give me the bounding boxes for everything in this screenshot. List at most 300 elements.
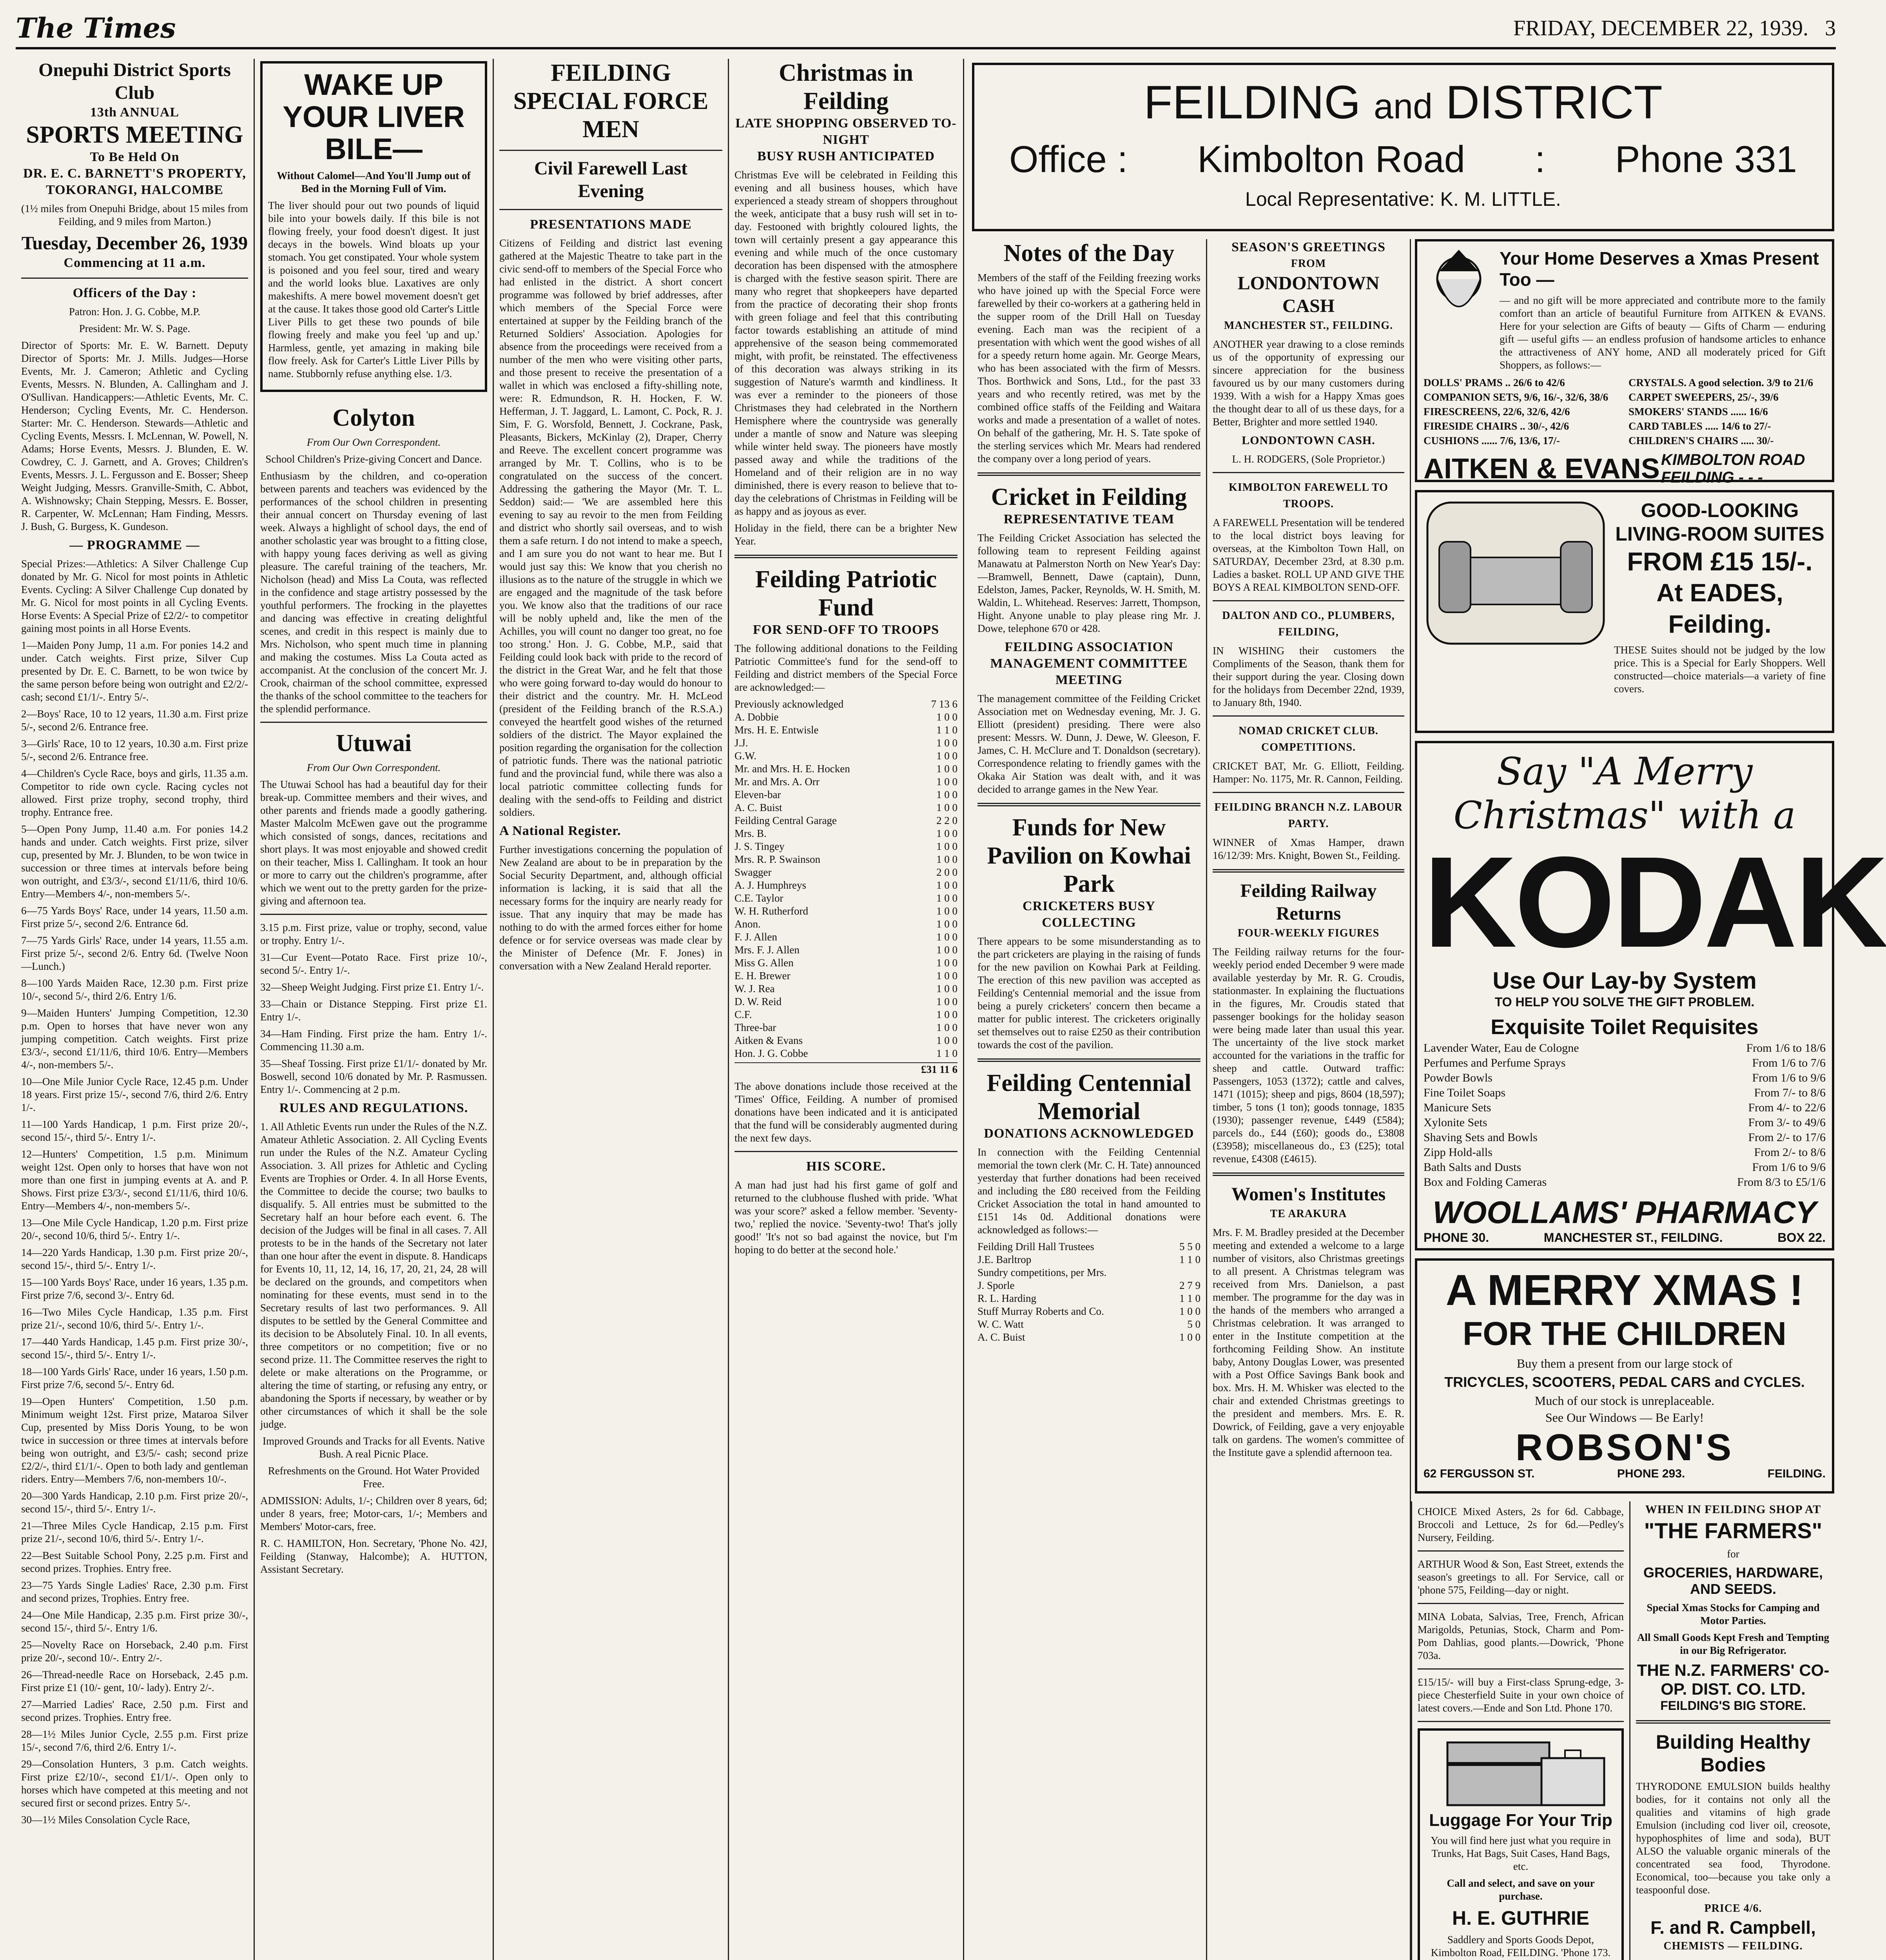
aitken-item: DOLLS' PRAMS .. 26/6 to 42/6 — [1424, 377, 1565, 388]
eades-ad — [1415, 490, 1834, 733]
toilet-price-list — [1424, 1041, 1826, 1190]
register-title: A National Register. — [499, 824, 621, 838]
donation-row-name: F. J. Allen — [734, 931, 777, 943]
donation-row — [734, 892, 958, 905]
donation-row-name: Mrs. R. P. Swainson — [734, 853, 821, 865]
sports-club-heading: Onepuhi District Sports Club — [38, 60, 231, 103]
santa-illustration — [1424, 248, 1494, 334]
column-colyton-utuwai — [255, 59, 494, 1960]
column-notes-cricket — [972, 239, 1207, 1960]
programme-event: 16—Two Miles Cycle Handicap, 1.35 p.m. First prize 21/-, second 10/6, third 5/-. Entry 1/-. — [21, 1306, 248, 1331]
programme-event: 30—1½ Miles Consolation Cycle Race, — [21, 1814, 190, 1826]
donation-row-name: Previously acknowledged — [734, 698, 844, 710]
toilet-item — [1424, 1115, 1826, 1130]
donation-row-name: Eleven-bar — [734, 789, 781, 800]
colyton-subhead: School Children's Prize-giving Concert and Dance. — [265, 453, 482, 465]
banner-title: FEILDING and DISTRICT — [1144, 76, 1663, 129]
programme-event: 32—Sheep Weight Judging. First prize £1. Entry 1/-. — [260, 981, 484, 993]
officers-body: Director of Sports: Mr. E. W. Barnett. Deputy Director of Sports: Mr. J. Mills. Judges—Horse Events, Mr. J. Cameron; Athletic and Cycling Events, Messrs. N. Blunden, A. Callingham and J. O'Sullivan. Handicappers:—Athletic Events, Mr. C. Henderson; Cycling Events, Mr. C. Henderson. Starter: Mr. C. Henderson. Stewards—Athletic and Cycling Events, Messrs. I. McLennan, W. Powell, N. Adams; Horse Events, Messrs. J. Blunden, E. W. Cowdrey, C. J. Garnett, and A. Groves; Children's Events, Messrs. J. L. Fergusson and E. Bosser; Sheep Weight Judging, Messrs. Granville-Smith, C. Abbot, A. Wishnowsky; Chain Stepping, Messrs. E. Bosser, R. Carpenter, W. McLennan; Ham Finding, Messrs. J. Bush, G. Burgess, K. Gundeson. — [21, 339, 248, 532]
programme-event: 17—440 Yards Handicap, 1.45 p.m. First prize 30/-, second 15/-, third 5/-. Entry 1/-. — [21, 1336, 248, 1361]
donation-row — [734, 956, 958, 969]
classified-divider — [1418, 1721, 1624, 1722]
donation-row-amount: 1 0 0 — [936, 802, 958, 813]
masthead — [16, 12, 1836, 49]
column-classifieds — [1411, 1501, 1630, 1960]
donation-row-amount: 2 0 0 — [936, 866, 958, 878]
robson-body-4: See Our Windows — Be Early! — [1545, 1410, 1704, 1425]
donation-row-name: D. W. Reid — [734, 996, 782, 1007]
memorial-row-amount: 1 1 0 — [1179, 1254, 1201, 1265]
aitken-address: KIMBOLTON ROAD FEILDING - - - — [1661, 451, 1805, 486]
eades-price: FROM £15 15/-. — [1627, 547, 1813, 576]
donation-row-name: W. H. Rutherford — [734, 905, 808, 917]
memorial-kicker: DONATIONS ACKNOWLEDGED — [984, 1126, 1194, 1141]
donation-row-amount: 1 0 0 — [936, 828, 958, 839]
special-force-body: Citizens of Feilding and district last evening gathered at the Majestic Theatre to take part in the civic send-off to members of the Special Force who had enlisted in the district. A short concert programme was followed by brief addresses, after which members of the Special Force were entertained at supper by the Feilding branch of the Returned Soldiers' Association. Apologies for absence from the proceedings were received from a number of the men who were visiting other parts, and those present to receive the presentation of a wallet in which was enclosed a fifty-shilling note, were: R. Edmundson, R. H. Hocken, F. W. Hefferman, J. T. Jaggard, L. Lamont, C. Pock, R. J. Sim, F. G. Worsfold, Bennett, J. Cockrane, Pask, Pleasants, Bickers, McKinlay (2), Draper, Cherry and Reeve. The excellent concert programme was arranged by Mr. T. Collins, who is to be congratulated on the success of the concert. Addressing the gathering the Mayor (Mr. T. L. Seddon) said:— 'We are assembled here this evening to say au revoir to the men from Feilding and district who shortly sail overseas, and to wish them a safe return. I do not intend to make a speech, and I am sure you do not want to hear me. But I would just say this: We know that you cherish no illusions as to the nature of the struggle in which we are engaged and the magnitude of the task before you. We know also that the traditions of our race will be nobly upheld and, like the men of the Achilles, you will count no danger too great, no foe too strong.' Hon. J. G. Cobbe, M.P., said that Feilding could look back with pride to the record of the district in the Great War, and he felt that those who were going forward to-day would do honour to their district and the country. Mr. H. McLeod (president of the Feilding branch of the R.S.A.) conveyed the heartfelt good wishes of the returned soldiers of the district. The Mayor explained the position regarding the organisation for the collection of patriotic funds. There was the national patriotic fund and the provincial fund, while there was also a local patriotic committee collecting funds for dealing with the send-offs to Feilding and district soldiers. — [499, 237, 722, 818]
programme-event: 21—Three Miles Cycle Handicap, 2.15 p.m. First prize 21/-, second 10/6, third 5/-. Entry 1/-. — [21, 1520, 248, 1544]
greetings-title: SEASON'S GREETINGS — [1231, 240, 1386, 254]
health-price: PRICE 4/6. — [1704, 1902, 1762, 1915]
programme-event: 19—Open Hunters' Competition, 1.50 p.m. Minimum weight 12st. First prize, Mataroa Silver Cup, presented by Miss Doris Young, to be won twice in succession or three times at intervals before being won outright, and £3/5/- cash; second prize £2/2/-, third £1/1/-. Open to both lady and gentleman riders. Entry—Members 7/6, non-members 10/-. — [21, 1396, 248, 1485]
column-farmers — [1630, 1501, 1836, 1960]
classified-divider — [1418, 1668, 1624, 1670]
guthrie-body: You will find here just what you require in Trunks, Hat Bags, Suit Cases, Hand Bags, etc. — [1431, 1835, 1611, 1872]
woollams-contact: PHONE 30. MANCHESTER ST., FEILDING. BOX 22. — [1424, 1230, 1826, 1245]
toilet-item — [1424, 1056, 1826, 1071]
donation-row-amount: 1 0 0 — [936, 840, 958, 852]
programme-event: 27—Married Ladies' Race, 2.50 p.m. First and second prizes. Trophies. Entry free. — [21, 1699, 248, 1723]
greetings-shop: LONDONTOWN CASH — [1237, 273, 1380, 316]
memorial-row — [977, 1318, 1201, 1331]
secretary-note: R. C. HAMILTON, Hon. Secretary, 'Phone No. 42J, Feilding (Stanway, Halcombe); A. HUTTON, Assistant Secretary. — [260, 1537, 487, 1575]
toilet-item-price: From 2/- to 17/6 — [1748, 1131, 1826, 1144]
column-sports-meeting — [16, 59, 255, 1960]
programme-event: 31—Cur Event—Potato Race. First prize 10/-, second 5/-. Entry 1/-. — [260, 951, 487, 976]
donation-row-amount: 1 0 0 — [936, 905, 958, 917]
donation-row-name: A. J. Humphreys — [734, 879, 806, 891]
donation-row — [734, 866, 958, 879]
pavilion-body: There appears to be some misunderstanding as to the part cricketers are playing in the raising of funds for the new pavilion on Kowhai Park at Feilding. The erection of this new pavilion was accepted as Feilding's Centennial memorial and the issue from being a purely cricketers' concern then became a matter for public interest. The cricketers originally set themselves out to raise £250 as their contribution towards the cost of the pavilion. — [977, 935, 1201, 1051]
donation-row — [734, 827, 958, 840]
sports-meeting-title: SPORTS MEETING — [26, 122, 243, 148]
classified-divider — [1418, 1603, 1624, 1604]
toilet-item — [1424, 1085, 1826, 1100]
kodak-woollams-ad — [1415, 741, 1886, 1250]
memorial-row-name: A. C. Buist — [977, 1331, 1025, 1343]
register-body: Further investigations concerning the population of New Zealand are about to be in preparation by the Social Security Department, and, although official information is lacking, it is said that all the necessary forms for the inquiry are nearly ready for issue. That any inquiry that may be made has nothing to do with the armed forces either for home defence or for service overseas was made clear by the Minister of Defence (Mr. F. Jones) in conversation with a New Zealand Herald reporter. — [499, 844, 722, 972]
memorial-row — [977, 1292, 1201, 1305]
donation-row — [734, 1047, 958, 1060]
donation-row-name: Mr. and Mrs. H. E. Hocken — [734, 763, 850, 775]
aitken-name: AITKEN & EVANS — [1424, 453, 1660, 485]
programme-event: 8—100 Yards Maiden Race, 12.30 p.m. First prize 10/-, second 5/-, third 2/6. Entry 1/6. — [21, 977, 248, 1002]
donation-row-amount: 1 0 0 — [936, 853, 958, 865]
officers-title: Officers of the Day : — [73, 286, 197, 300]
toilet-title: Exquisite Toilet Requisites — [1491, 1015, 1759, 1039]
assoc-body: The management committee of the Feilding Cricket Association met on Wednesday evening, Mr. J. G. Elliott (president) presiding. There were also present: Messrs. W. Dunn, J. Dewe, W. Gleeson, F. James, C. H. McClure and T. Donaldson (secretary). Correspondence relating to friendly games with the Okaka Air Station was dealt with, and it was decided to arrange games in the New Year. — [977, 693, 1201, 795]
toilet-item-price: From 8/3 to £5/1/6 — [1737, 1176, 1826, 1189]
farmers-line-1: WHEN IN FEILDING SHOP AT — [1645, 1503, 1821, 1516]
donation-row — [734, 969, 958, 982]
donation-row-amount: 1 0 0 — [936, 1022, 958, 1033]
patriotic-fund-kicker: FOR SEND-OFF TO TROOPS — [753, 622, 939, 637]
newspaper-title: The Times — [16, 12, 176, 44]
health-sub: CHEMISTS — FEILDING. — [1663, 1940, 1803, 1952]
programme-event: 13—One Mile Cycle Handicap, 1.20 p.m. First prize 20/-, second 10/6, third 5/-. Entry 1/-. — [21, 1217, 248, 1241]
sports-to-be-held: To Be Held On — [90, 150, 180, 164]
wi-kicker: TE ARAKURA — [1270, 1208, 1347, 1220]
toilet-item — [1424, 1175, 1826, 1190]
farmers-line-3: for — [1727, 1548, 1739, 1560]
programme-event: 34—Ham Finding. First prize the ham. Entry 1/-. Commencing 11.30 a.m. — [260, 1028, 487, 1053]
programme-event: 28—1½ Miles Junior Cycle, 2.55 p.m. First prize 15/-, second 7/6, third 2/6. Entry 1/-. — [21, 1728, 248, 1753]
his-score-body: A man had just had his first game of golf and returned to the clubhouse flushed with pride. 'What was your score?' asked a fellow member. 'Seventy-two,' replied the novice. 'Seventy-two! That's jolly good!' 'It's not so bad against the novice, but I'm hoping to do better at the second hole.' — [734, 1179, 958, 1256]
toilet-item — [1424, 1130, 1826, 1145]
donation-row-name: J.J. — [734, 737, 748, 749]
programme-event: 29—Consolation Hunters, 3 p.m. Catch weights. First prize £2/10/-, second £1/1/-. Open only to horses which have competed at this meeting and not secured first or second prizes. Entry 5/-. — [21, 1758, 248, 1809]
railway-title: Feilding Railway Returns — [1240, 880, 1377, 924]
aitken-item: COMPANION SETS, 9/6, 16/-, 32/6, 38/6 — [1424, 391, 1609, 403]
aitken-item: CRYSTALS. A good selection. 3/9 to 21/6 — [1628, 377, 1813, 388]
robson-name: ROBSON'S — [1515, 1426, 1734, 1468]
programme-event: 3.15 p.m. First prize, value or trophy, second, value or trophy. Entry 1/-. — [260, 922, 487, 946]
toilet-item-name: Fine Toilet Soaps — [1424, 1086, 1506, 1099]
toilet-item-name: Lavender Water, Eau de Cologne — [1424, 1042, 1579, 1054]
farmers-line-5: Special Xmas Stocks for Camping and Motor Parties. — [1647, 1602, 1820, 1626]
luggage-illustration — [1424, 1735, 1628, 1809]
programme-event: 20—300 Yards Handicap, 2.10 p.m. First prize 20/-, second 15/-, third 5/-. Entry 1/-. — [21, 1490, 248, 1515]
christmas-title: Christmas in Feilding — [779, 60, 913, 114]
sports-start-time: Commencing at 11 a.m. — [63, 256, 206, 270]
memorial-row — [977, 1253, 1201, 1266]
donation-row-name: W. J. Rea — [734, 983, 775, 995]
robson-title-1: A MERRY XMAS ! — [1445, 1266, 1804, 1314]
toilet-item-price: From 7/- to 8/6 — [1754, 1086, 1826, 1099]
donation-row — [734, 711, 958, 724]
donation-row — [734, 1034, 958, 1047]
special-force-subtitle: Civil Farewell Last Evening — [534, 158, 688, 201]
rules-title: RULES AND REGULATIONS. — [279, 1101, 468, 1115]
toilet-item-name: Box and Folding Cameras — [1424, 1176, 1547, 1189]
aitken-body: — and no gift will be more appreciated and contribute more to the family comfort than an article of beautiful Furniture from AITKEN & EVANS. Here for your selection are Gifts of beauty — Gifts of Charm — enduring gift — useful gifts — an endless profusion of handsome articles to enhance the attractiveness of ANY home, AND all moderately priced for Gift Shoppers, as follows:— — [1500, 294, 1826, 371]
banner-representative: Local Representative: K. M. LITTLE. — [1245, 188, 1561, 210]
notes-title: Notes of the Day — [1003, 240, 1175, 267]
programme-event: 5—Open Pony Jump, 11.40 a.m. For ponies 14.2 hands and under. Catch weights. First prize, silver cup, presented by Mr. J. Blunden, to be won twice in succession or three times at intervals before being won outright, and £3/3/-, second £1/11/6, third 10/6. Entry—Members 4/-, non-members 5/-. — [21, 823, 248, 900]
greetings-sign: LONDONTOWN CASH. — [1242, 434, 1375, 447]
refreshments-note: Refreshments on the Ground. Hot Water Provided Free. — [268, 1465, 480, 1490]
guthrie-call: Call and select, and save on your purchase. — [1447, 1877, 1595, 1902]
memorial-row-amount: 1 1 0 — [1179, 1292, 1201, 1304]
toilet-item — [1424, 1041, 1826, 1056]
donation-row-amount: 1 0 0 — [936, 879, 958, 891]
railway-kicker: FOUR-WEEKLY FIGURES — [1237, 927, 1380, 939]
toilet-item — [1424, 1071, 1826, 1085]
donation-row-name: A. C. Buist — [734, 802, 782, 813]
programme-event: 24—One Mile Handicap, 2.35 p.m. First prize 30/-, second 15/-, third 5/-. Entry 1/6. — [21, 1609, 248, 1634]
aitken-item: CUSHIONS ...... 7/6, 13/6, 17/- — [1424, 435, 1560, 446]
aitken-title: Your Home Deserves a Xmas Present Too — — [1500, 248, 1819, 290]
programme-event: 33—Chain or Distance Stepping. First prize £1. Entry 1/-. — [260, 998, 487, 1023]
toilet-item-price: From 4/- to 22/6 — [1748, 1101, 1826, 1114]
patriotic-fund-title: Feilding Patriotic Fund — [755, 566, 937, 621]
railway-body: The Feilding railway returns for the four-weekly period ended December 9 were made available yesterday by Mr. R. G. Croudis, stationmaster. In explaining the fluctuations in the figures, Mr. Croudis stated that passenger bookings for the holiday season were being made later than usual this year. The uncertainty of the live stock market accounted for the variations in the traffic for sheep and cattle. Outward traffic: Passengers, 1053 (1372); cattle and calves, 1471 (1015); sheep and pigs, 8604 (18,597); timber, 5 tons (1 ton); goods tonnage, 1835 (1930); passenger revenue, £449 (£584); parcels do., £44 (£60); goods do., £3808 (£3958); miscellaneous do., £3 (£25); total revenue, £4308 (£4615). — [1213, 946, 1404, 1165]
donation-row-name: E. H. Brewer — [734, 970, 791, 982]
kodak-wordmark: KODAK — [1424, 829, 1886, 974]
toilet-item-name: Bath Salts and Dusts — [1424, 1161, 1521, 1174]
admission-note: ADMISSION: Adults, 1/-; Children over 8 years, 6d; under 8 years, free; Motor-cars, 1/-; Members and Members' Motor-cars, free. — [260, 1495, 487, 1532]
donation-row — [734, 750, 958, 762]
donation-row-amount: 1 1 0 — [936, 1047, 958, 1059]
aitken-item: CARPET SWEEPERS, 25/-, 39/6 — [1628, 391, 1779, 403]
donation-row — [734, 879, 958, 892]
memorial-row-amount: 5 5 0 — [1179, 1241, 1201, 1252]
donation-row-amount: 1 0 0 — [936, 711, 958, 723]
programme-event: 7—75 Yards Girls' Race, under 14 years, 11.55 a.m. First prize 5/-, second 2/6. Entry 6d. (Twelve Noon—Lunch.) — [21, 935, 248, 972]
donation-row-amount: 1 0 0 — [936, 970, 958, 982]
donation-row — [734, 724, 958, 737]
donation-row-name: Feilding Central Garage — [734, 815, 837, 826]
wi-body: Mrs. F. M. Bradley presided at the December meeting and extended a welcome to a large number of visitors, also Christmas greetings to all present. A Christmas telegram was received from Mrs. Danielson, a past member. The programme for the day was in the hands of the members who arranged a Christmas celebration. It was arranged to enter in the Institute competition at the forthcoming Feilding Show. An institute baby, Antony Douglas Lower, was presented with a Post Office Savings Bank book and box. Mrs. H. M. Whisker was elected to the chair and extended Christmas greetings to the president and members. Mrs. E. R. Dowrick, of Feilding, gave a very enjoyable talk on gardens. The women's committee of the Institute gave a splendid afternoon tea. — [1213, 1227, 1404, 1458]
programme-event: 25—Novelty Race on Horseback, 2.40 p.m. First prize 20/-, second 10/-. Entry 2/-. — [21, 1639, 248, 1664]
liver-ad-body: The liver should pour out two pounds of liquid bile into your bowels daily. If this bile is not flowing freely, your food doesn't digest. It just decays in the bowels. Wind bloats up your stomach. You get constipated. Your whole system is poisoned and you feel sour, tired and weary and the world looks blue. Laxatives are only makeshifts. A mere bowel movement doesn't get at the cause. It takes those good old Carter's Little Liver Pills to get these two pounds of bile flowing freely and make you feel 'up and up.' Harmless, gentle, yet amazing in making bile flow freely. Ask for Carter's Little Liver Pills by name. Stubbornly refuse anything else. 1/3. — [268, 200, 479, 379]
dalton-title: DALTON AND CO., PLUMBERS, FEILDING, — [1222, 610, 1395, 638]
woollams-name: WOOLLAMS' PHARMACY — [1433, 1195, 1817, 1230]
toilet-item — [1424, 1145, 1826, 1160]
greetings-body: ANOTHER year drawing to a close reminds us of the opportunity of expressing our sincere appreciation for the business favoured us by our many customers during 1939. With a wish for a Happy Xmas goes the thought dear to all of us these days, for a Better, Brighter and more settled 1940. — [1213, 338, 1404, 428]
aitken-evans-ad — [1415, 239, 1834, 486]
utuwai-body: The Utuwai School has had a beautiful day for their break-up. Committee members and their wives, and other parents and friends made a goodly gathering. Master Malcolm McEwen gave out the programme which consisted of songs, dances, recitations and short plays. It was most enjoyable and showed credit on their teacher, Miss I. Callingham. It took an hour or more to carry out the children's programme, after which we went out to the pretty garden for the prize-giving and afternoon tea. — [260, 779, 487, 907]
donation-row-amount: 1 0 0 — [936, 983, 958, 995]
programme-title: — PROGRAMME — — [69, 538, 200, 552]
memorial-row-name: Stuff Murray Roberts and Co. — [977, 1305, 1104, 1317]
christmas-body: Christmas Eve will be celebrated in Feilding this evening and all business houses, which have experienced a steady stream of shoppers throughout the week, anticipate that a busy rush will set in to-day. Festooned with brightly coloured lights, the town will certainly present a gay appearance this evening and while much of the once customary decoration has been dispensed with the atmosphere is charged with the festive season spirit. There are many who regret that shopkeepers have departed from the practice of decorating their shop fronts with green foliage and feel that this contributing factor towards establishing an attitude of mind apprehensive of the season being commemorated might, with profit, be reinstated. The effectiveness of this decoration was always striking in its suggestion of Nature's warmth and kindliness. It was ever a reminder to the pioneers of those Christmases they had celebrated in the Northern Hemisphere where the countryside was generally under a mantle of snow and Nature was sleeping while winter held sway. The pioneers have mostly passed away and while the traditions of the Homeland and of their religion are in no way diminished, there is every reason to believe that to-day the celebrations of Christmas in Feilding will be as happy and as joyous as ever. — [734, 169, 958, 517]
assoc-title: FEILDING ASSOCIATION — [1005, 640, 1173, 654]
classified-ad: CHOICE Mixed Asters, 2s for 6d. Cabbage, Broccoli and Lettuce, 2s for 6d.—Pedley's Nursery, Feilding. — [1418, 1506, 1624, 1543]
donation-row-amount: 1 0 0 — [936, 789, 958, 800]
toilet-item-name: Zipp Hold-alls — [1424, 1146, 1492, 1159]
memorial-row — [977, 1331, 1201, 1344]
programme-event: 6—75 Yards Boys' Race, under 14 years, 11.50 a.m. First prize 5/-, second 2/6. Entrance 6d. — [21, 905, 248, 929]
labour-body: WINNER of Xmas Hamper, drawn 16/12/39: Mrs. Knight, Bowen St., Feilding. — [1213, 837, 1404, 861]
donation-row-amount: 1 0 0 — [936, 763, 958, 775]
nomad-body: CRICKET BAT, Mr. G. Elliott, Feilding. Hamper: No. 1175, Mr. R. Cannon, Feilding. — [1213, 760, 1404, 785]
officers-patron: Patron: Hon. J. G. Cobbe, M.P. — [69, 306, 201, 318]
donation-row-amount: 1 1 0 — [936, 724, 958, 736]
toilet-item-price: From 2/- to 8/6 — [1754, 1146, 1826, 1159]
programme-event: 23—75 Yards Single Ladies' Race, 2.30 p.m. First and second prizes, Trophies. Entry free. — [21, 1579, 248, 1604]
nomad-title: NOMAD CRICKET CLUB. COMPETITIONS. — [1239, 725, 1378, 753]
guthrie-name: H. E. GUTHRIE — [1452, 1907, 1590, 1929]
kimbolton-body: A FAREWELL Presentation will be tendered to the local district boys leaving for overseas, at the Kimbolton Town Hall, on SATURDAY, December 23rd, at 8.30 p.m. Ladies a basket. ROLL UP AND GIVE THE BOYS A REAL KIMBOLTON SEND-OFF. — [1213, 517, 1404, 593]
donation-row-name: C.E. Taylor — [734, 892, 783, 904]
sports-sub-annual: 13th ANNUAL — [90, 105, 180, 120]
programme-event: 35—Sheaf Tossing. First prize £1/1/- donated by Mr. Boswell, second 10/6 donated by Mr. P. Rasmussen. Entry 1/-. Commencing at 2 p.m. — [260, 1058, 487, 1095]
column-special-force — [494, 59, 729, 1960]
donation-row-name: Mrs. F. J. Allen — [734, 944, 800, 956]
labour-title: FEILDING BRANCH N.Z. LABOUR PARTY. — [1214, 801, 1403, 830]
donation-row-amount: 1 0 0 — [936, 737, 958, 749]
donation-row-name: Three-bar — [734, 1022, 776, 1033]
donation-row-name: C.F. — [734, 1009, 752, 1020]
memorial-row-amount: 2 7 9 — [1179, 1279, 1201, 1291]
donation-row-name: Miss G. Allen — [734, 957, 794, 969]
notes-body: Members of the staff of the Feilding freezing works who have joined up with the Special Force were farewelled by their co-workers at a gathering held in the supper room of the Drill Hall on Tuesday evening. Each man was the recipient of a presentation with which went the good wishes of all for a speedy return home again. Mr. George Mears, who has been associated with the firm of Messrs. Thos. Borthwick and Sons, Ltd., for the past 33 years and who recently retired, was met by the combined office staffs of the Feilding and Waitara works and made a presentation of a wallet of notes. On behalf of the gathering, Mr. H. S. Tate spoke of the sterling services which Mr. Mears had rendered the company over a long period of years. — [977, 272, 1201, 465]
assoc-kicker: MANAGEMENT COMMITTEE MEETING — [990, 656, 1188, 687]
liver-ad-title: WAKE UP YOUR LIVER BILE— — [283, 68, 465, 166]
farmers-line-7: THE N.Z. FARMERS' CO-OP. DIST. CO. LTD. — [1637, 1661, 1830, 1698]
feilding-district-banner — [972, 63, 1834, 231]
donation-row-amount: 1 0 0 — [936, 996, 958, 1007]
memorial-row — [977, 1266, 1201, 1279]
officers-president: President: Mr. W. S. Page. — [79, 323, 190, 334]
aitken-item: CHILDREN'S CHAIRS ..... 30/- — [1628, 435, 1774, 446]
memorial-body: In connection with the Feilding Centennial memorial the town clerk (Mr. C. H. Tate) announced yesterday that further donations had been received and including the £80 received from the Feilding Cricket Association the total in hand amounted to £151 14s 0d. Additional donations were acknowledged as follows:— — [977, 1146, 1201, 1236]
robson-body-2: TRICYCLES, SCOOTERS, PEDAL CARS and CYCLES. — [1444, 1374, 1805, 1390]
donation-row-name: A. Dobbie — [734, 711, 779, 723]
kodak-script: Say "A Merry Christmas" with a — [1453, 750, 1796, 837]
pavilion-title: Funds for New Pavilion on Kowhai Park — [987, 814, 1191, 897]
classified-ad: MINA Lobata, Salvias, Tree, French, African Marigolds, Petunias, Stock, Charm and Pom-Pom Dahlias, good plants.—Dowrick, 'Phone 703a. — [1418, 1611, 1624, 1661]
donation-row — [734, 814, 958, 827]
programme-event: 15—100 Yards Boys' Race, under 16 years, 1.35 p.m. First prize 7/6, second 3/-. Entry 6d. — [21, 1276, 248, 1301]
eades-title: GOOD-LOOKING LIVING-ROOM SUITES — [1615, 499, 1824, 545]
sports-date: Tuesday, December 26, 1939 — [21, 233, 248, 254]
donation-row — [734, 1008, 958, 1021]
christmas-kicker-2: BUSY RUSH ANTICIPATED — [757, 149, 935, 163]
farmers-line-8: FEILDING'S BIG STORE. — [1660, 1699, 1806, 1713]
liver-ad-sub: Without Calomel—And You'll Jump out of Bed in the Morning Full of Vim. — [277, 170, 471, 194]
toilet-item-price: From 1/6 to 7/6 — [1752, 1056, 1826, 1069]
donations-total: £31 11 6 — [734, 1062, 958, 1076]
classified-ad: £15/15/- will buy a First-class Sprung-edge, 3-piece Chesterfield Suite in your own choice of latest covers.—Ende and Son Ltd. Phone 170. — [1418, 1676, 1624, 1714]
column-notices — [1207, 239, 1411, 1960]
health-name: F. and R. Campbell, — [1650, 1917, 1816, 1938]
donation-row — [734, 1021, 958, 1034]
health-title: Building Healthy Bodies — [1656, 1731, 1811, 1776]
robsons-ad — [1415, 1258, 1834, 1494]
donation-row — [734, 788, 958, 801]
donation-row-amount: 1 0 0 — [936, 1034, 958, 1046]
memorial-row — [977, 1305, 1201, 1318]
programme-event: 2—Boys' Race, 10 to 12 years, 11.30 a.m. First prize 5/-, second 2/6. Entrance free. — [21, 708, 248, 733]
donation-row — [734, 931, 958, 944]
eades-body: THESE Suites should not be judged by the low price. This is a Special for Early Shoppers. Well constructed—choice materials—a variety of fine covers. — [1614, 644, 1826, 695]
donation-row-name: Aitken & Evans — [734, 1034, 803, 1046]
rules-body: 1. All Athletic Events run under the Rules of the N.Z. Amateur Athletic Association. 2. All Cycling Events run under the Rules of the N.Z. Amateur Cycling Association. 3. All prizes for Athletic and Cycling Events are Trophies or Order. 4. In all Horse Events, the Committee to decide the course; two baulks to disqualify. 5. All entries must be submitted to the Secretary half an hour before each event. 6. The decision of the Judges will be final in all cases. 7. All protests to be in the hands of the Secretary not later than one hour after the event in dispute. 8. Handicaps for Events 10, 11, 12, 14, 16, 17, 20, 21, 24, 28 will be declared on the grounds, and competitors when nominating for these events, must send in to the Secretary results of last two performances. 9. All disputes to be settled by the General Committee and its decision to be Absolutely Final. 10. In all events, three competitors or no competition; five or no second prize. 11. The Committee reserves the right to delete or make alterations on the Programme, or altering the time of starting, or refusing any entry, or abandoning the Sports if necessary, by weather or by other circumstances of which it shall be the sole judge. — [260, 1121, 487, 1430]
aitken-price-list — [1424, 376, 1826, 448]
cricket-body: The Feilding Cricket Association has selected the following team to represent Feilding against Manawatu at Palmerston North on New Year's Day:—Bramwell, Bennett, Dawe (captain), Dunn, Edelston, James, Packer, Reynolds, W. H. Smith, M. Waldin, L. Whitehead. Reserves: Jarrett, Thompson, Hight. Anyone unable to play please ring Mr. J. Dowe, telephone 670 or 428. — [977, 532, 1201, 634]
toilet-item-name: Perfumes and Perfume Sprays — [1424, 1056, 1566, 1069]
suite-illustration — [1424, 499, 1608, 648]
programme-event: 26—Thread-needle Race on Horseback, 2.45 p.m. First prize £1 (10/- gent, 10/- lady). Entry 2/-. — [21, 1669, 248, 1693]
donation-row — [734, 762, 958, 775]
memorial-row-amount: 5 0 — [1187, 1318, 1201, 1330]
sports-directions: (1½ miles from Onepuhi Bridge, about 15 miles from Feilding, and 9 miles from Marton.) — [21, 203, 248, 227]
his-score-title: HIS SCORE. — [806, 1159, 886, 1174]
special-force-title: FEILDING SPECIAL FORCE MEN — [513, 60, 709, 143]
toilet-item-name: Xylonite Sets — [1424, 1116, 1487, 1129]
donation-row — [734, 905, 958, 918]
issue-date: FRIDAY, DECEMBER 22, 1939. 3 — [1513, 16, 1836, 40]
donation-row-amount: 1 0 0 — [936, 931, 958, 943]
memorial-row — [977, 1279, 1201, 1292]
toilet-item-name: Powder Bowls — [1424, 1071, 1492, 1084]
memorial-row-name: Sundry competitions, per Mrs. — [977, 1267, 1107, 1278]
page-number: 3 — [1825, 16, 1836, 40]
programme-event: 4—Children's Cycle Race, boys and girls, 11.35 a.m. Competitor to ride own cycle. Racing cycles not allowed. First prize trophy, second trophy, third trophy. Entrance free. — [21, 768, 248, 818]
donation-row — [734, 995, 958, 1008]
farmers-line-4: GROCERIES, HARDWARE, AND SEEDS. — [1643, 1564, 1823, 1597]
donation-row-amount: 1 0 0 — [936, 944, 958, 956]
dalton-body: IN WISHING their customers the Compliments of the Season, thank them for their support during the year. Closing down for the holidays from December 22nd, 1939, to January 8th, 1940. — [1213, 645, 1404, 708]
guthrie-address: Saddlery and Sports Goods Depot, Kimbolton Road, FEILDING. 'Phone 173. — [1431, 1934, 1611, 1958]
cricket-kicker: REPRESENTATIVE TEAM — [1003, 512, 1175, 526]
robson-body-3: Much of our stock is unreplaceable. — [1534, 1394, 1715, 1408]
aitken-item: FIRESIDE CHAIRS .. 30/-, 42/6 — [1424, 420, 1569, 432]
memorial-row-amount: 1 0 0 — [1179, 1331, 1201, 1343]
donation-row — [734, 737, 958, 750]
donation-row-name: Hon. J. G. Cobbe — [734, 1047, 808, 1059]
donation-row — [734, 840, 958, 853]
greetings-proprietor: L. H. RODGERS, (Sole Proprietor.) — [1232, 453, 1385, 465]
grounds-note: Improved Grounds and Tracks for all Events. Native Bush. A real Picnic Place. — [263, 1435, 485, 1460]
greetings-from: FROM — [1291, 258, 1326, 270]
utuwai-title: Utuwai — [336, 730, 412, 757]
classified-divider — [1418, 1550, 1624, 1552]
donation-row — [734, 775, 958, 788]
liver-pill-ad — [260, 61, 487, 392]
donation-row-name: Mrs. B. — [734, 828, 767, 839]
donation-row-name: J. S. Tingey — [734, 840, 785, 852]
programme-events — [21, 639, 248, 1826]
toilet-item-price: From 3/- to 49/6 — [1748, 1116, 1826, 1129]
robson-contact: 62 FERGUSSON ST. PHONE 293. FEILDING. — [1424, 1467, 1826, 1480]
patriotic-fund-outro: The above donations include those received at the 'Times' Office, Feilding. A number of promised donations have been indicated and it is anticipated that the fund will be considerably augmented during the next few days. — [734, 1080, 958, 1144]
toilet-item-name: Manicure Sets — [1424, 1101, 1491, 1114]
donation-row-amount: 2 2 0 — [936, 815, 958, 826]
aitken-item: FIRESCREENS, 22/6, 32/6, 42/6 — [1424, 406, 1570, 417]
donation-row-amount: 1 0 0 — [936, 1009, 958, 1020]
special-force-kicker: PRESENTATIONS MADE — [530, 217, 692, 232]
memorial-title: Feilding Centennial Memorial — [987, 1070, 1191, 1125]
programme-event: 14—220 Yards Handicap, 1.30 p.m. First prize 20/-, second 15/-, third 5/-. Entry 1/-. — [21, 1247, 248, 1271]
donation-row-name: Mr. and Mrs. A. Orr — [734, 776, 820, 788]
donation-row — [734, 982, 958, 995]
classified-ad: ARTHUR Wood & Son, East Street, extends the season's greetings to all. For Service, call or 'phone 575, Feilding—day or night. — [1418, 1558, 1624, 1596]
kodak-layby: Use Our Lay-by System — [1492, 967, 1757, 994]
patriotic-fund-intro: The following additional donations to the Feilding Patriotic Committee's fund for the send-off to Feilding and district members of the Special Force are acknowledged:— — [734, 642, 958, 693]
programme-event: 18—100 Yards Girls' Race, under 16 years, 1.50 p.m. First prize 7/6, second 5/-. Entry 6d. — [21, 1366, 248, 1390]
guthrie-title: Luggage For Your Trip — [1429, 1811, 1612, 1830]
toilet-item — [1424, 1100, 1826, 1115]
toilet-item-name: Shaving Sets and Bowls — [1424, 1131, 1538, 1144]
memorial-row-name: R. L. Harding — [977, 1292, 1036, 1304]
toilet-item-price: From 1/6 to 9/6 — [1752, 1071, 1826, 1084]
utuwai-byline: From Our Own Correspondent. — [306, 762, 441, 773]
column-christmas — [729, 59, 964, 1960]
kodak-help: TO HELP YOU SOLVE THE GIFT PROBLEM. — [1494, 995, 1755, 1009]
donation-row-name: Swagger — [734, 866, 772, 878]
donation-row — [734, 918, 958, 931]
pavilion-kicker: CRICKETERS BUSY COLLECTING — [1022, 899, 1156, 930]
donation-row — [734, 801, 958, 814]
donation-row-amount: 1 0 0 — [936, 892, 958, 904]
eades-name: At EADES, Feilding. — [1656, 579, 1783, 638]
memorial-row-name: J. Sporle — [977, 1279, 1015, 1291]
guthrie-ad — [1418, 1728, 1624, 1960]
programme-event: 12—Hunters' Competition, 1.5 p.m. Minimum weight 12st. Open only to horses that have won not more than one first in jumping events at A. and P. Shows. First prize £3/3/-, second £1/11/6, third 10/6. Entry—Members 4/-, non-members 5/-. — [21, 1148, 248, 1212]
robson-body-1: Buy them a present from our large stock of — [1516, 1356, 1733, 1370]
